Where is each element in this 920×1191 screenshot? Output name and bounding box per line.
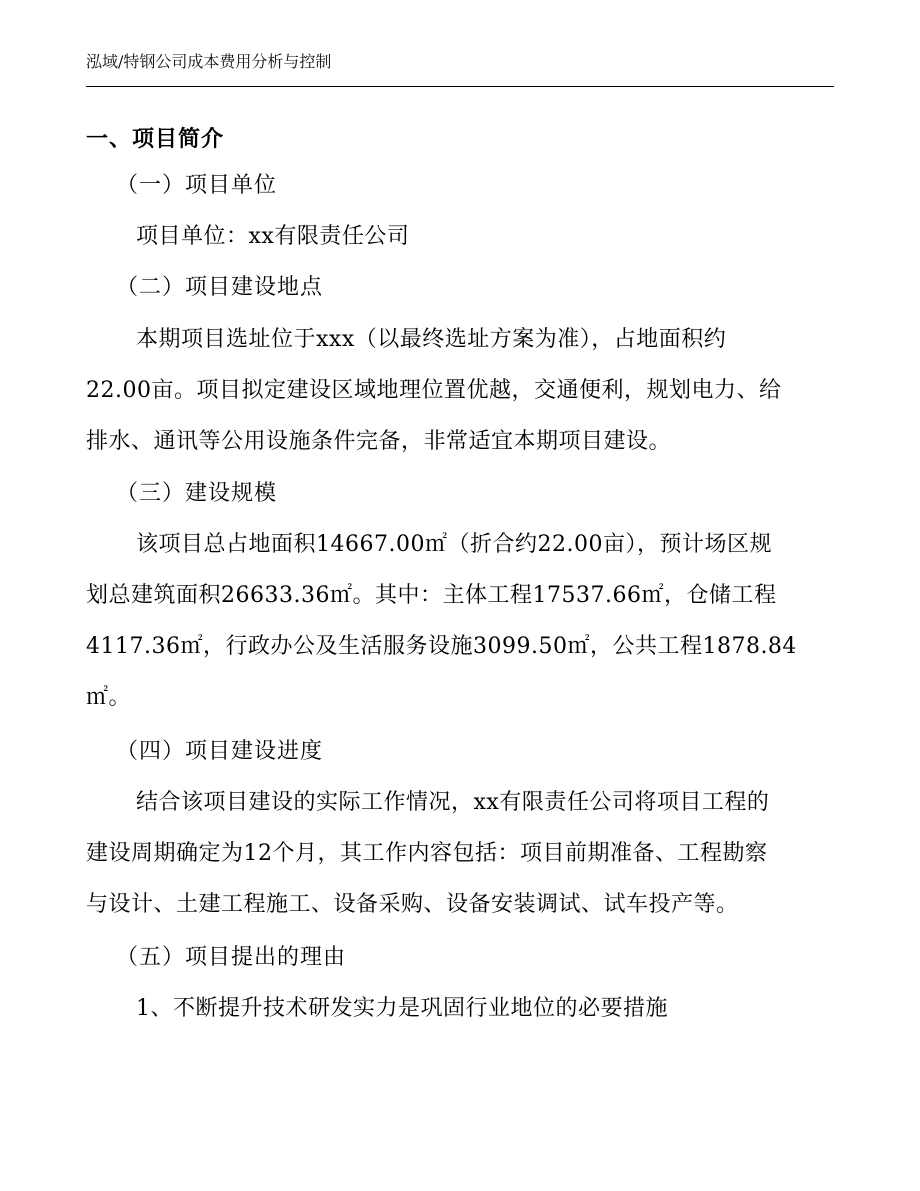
body-line: 与设计、土建工程施工、设备采购、设备安装调试、试车投产等。 — [86, 892, 739, 917]
subsection-2-title: （二）项目建设地点 — [116, 275, 324, 300]
subsection-1-body — [86, 211, 834, 262]
subsection-4-body — [86, 777, 834, 930]
subsection-2-body — [86, 314, 834, 467]
subsection-3-body — [86, 519, 834, 723]
body-line: 该项目总占地面积14667.00㎡（折合约22.00亩），预计场区规 — [136, 532, 772, 557]
body-line: 22.00亩。项目拟定建设区域地理位置优越，交通便利，规划电力、给 — [86, 378, 782, 403]
subsection-3-title: （三）建设规模 — [116, 481, 278, 506]
body-line: 4117.36㎡，行政办公及生活服务设施3099.50㎡，公共工程1878.84 — [86, 634, 797, 659]
body-line: ㎡。 — [86, 685, 132, 710]
header-rule — [86, 86, 834, 87]
subsection-5-body — [86, 983, 834, 1034]
subsection-5-title: （五）项目提出的理由 — [116, 945, 347, 970]
body-line: 排水、通讯等公用设施条件完备，非常适宜本期项目建设。 — [86, 429, 672, 454]
body-line: 建设周期确定为12个月，其工作内容包括：项目前期准备、工程勘察 — [86, 841, 768, 866]
body-line: 结合该项目建设的实际工作情况，xx有限责任公司将项目工程的 — [136, 790, 770, 815]
subsection-4-title: （四）项目建设进度 — [116, 739, 324, 764]
subsection-1-title: （一）项目单位 — [116, 173, 278, 198]
body-line: 划总建筑面积26633.36㎡。其中：主体工程17537.66㎡，仓储工程 — [86, 583, 777, 608]
body-line: 项目单位：xx有限责任公司 — [136, 224, 410, 249]
running-header: 泓域/特钢公司成本费用分析与控制 — [86, 52, 332, 71]
section-heading: 一、项目简介 — [86, 126, 225, 152]
body-line: 本期项目选址位于xxx（以最终选址方案为准），占地面积约 — [136, 327, 727, 352]
list-item: 1、不断提升技术研发实力是巩固行业地位的必要措施 — [136, 996, 668, 1021]
